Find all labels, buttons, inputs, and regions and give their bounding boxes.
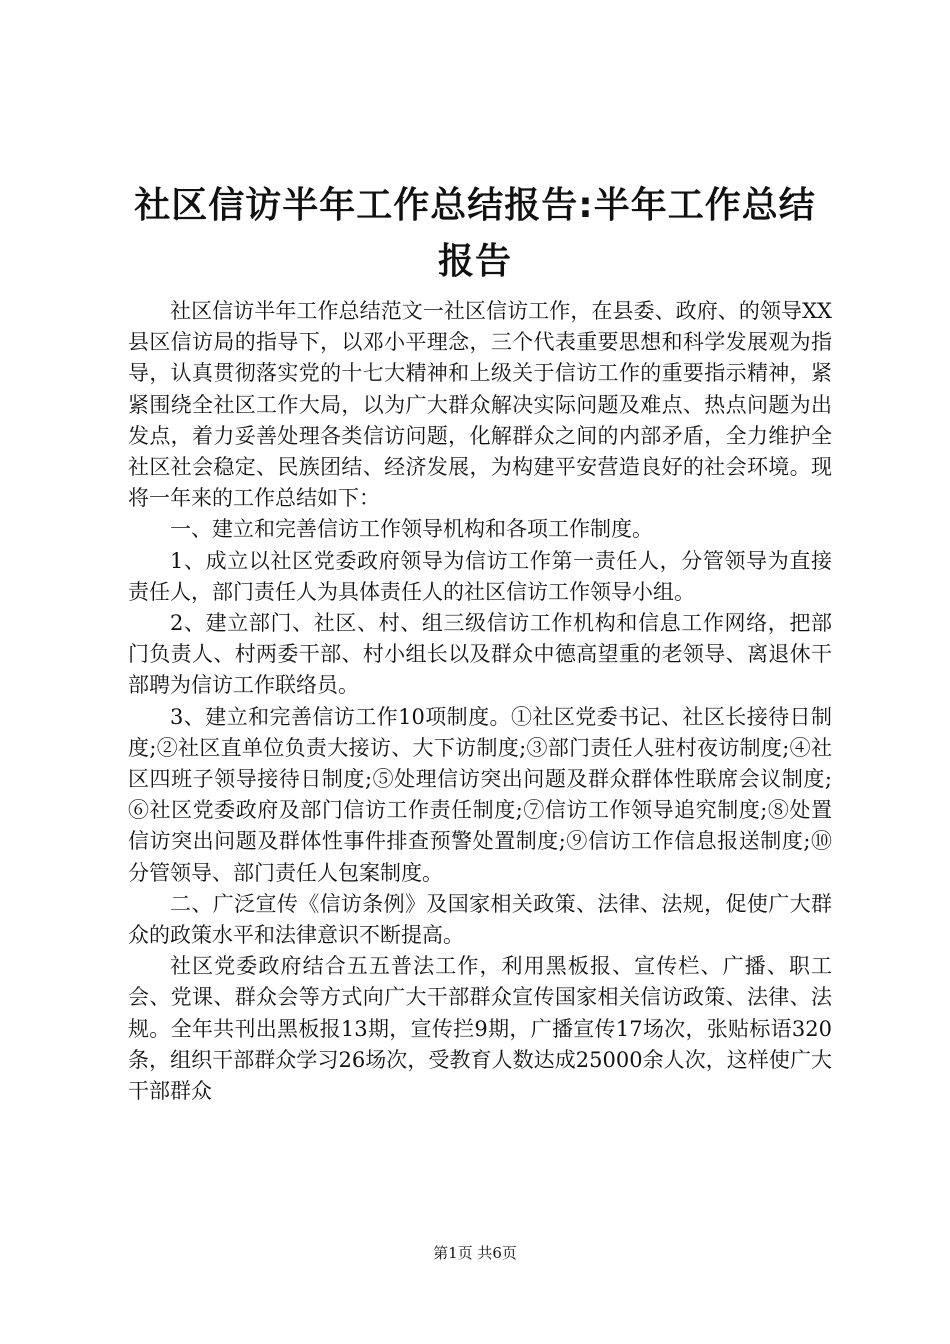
paragraph-item-3: 3、建立和完善信访工作10项制度。①社区党委书记、社区长接待日制度;②社区直单位负责大接访、大下访制度;③部门责任人驻村夜访制度;④社区四班子领导接待日制度;⑤处理信访突出问题及群众群体性联席会议制度;⑥社区党委政府及部门信访工作责任制度;⑦信访工作领导追究制度;⑧处置信访突出问题及群体性事件排查预警处置制度;⑨信访工作信息报送制度;⑩分管领导、部门责任人包案制度。 [128,704,832,885]
paragraph-publicity: 社区党委政府结合五五普法工作，利用黑板报、宣传栏、广播、职工会、党课、群众会等方式向广大干部群众宣传国家相关信访政策、法律、法规。全年共刊出黑板报13期，宣传拦9期，广播宣传17场次，张贴标语320条，组织干部群众学习26场次，受教育人数达成25000余人次，这样使广大干部群众 [128,954,832,1104]
document-title: 社区信访半年工作总结报告:半年工作总结报告 [134,185,816,282]
page-number-footer: 第1页 共6页 [433,1244,517,1262]
paragraph-item-1: 1、成立以社区党委政府领导为信访工作第一责任人，分管领导为直接责任人，部门责任人为具体责任人的社区信访工作领导小组。 [128,548,832,604]
section-heading-1: 一、建立和完善信访工作领导机构和各项工作制度。 [170,517,653,542]
document-body [128,296,832,1107]
paragraph-item-2: 2、建立部门、社区、村、组三级信访工作机构和信息工作网络，把部门负责人、村两委干部、村小组长以及群众中德高望重的老领导、离退休干部聘为信访工作联络员。 [128,611,832,698]
paragraph-intro: 社区信访半年工作总结范文一社区信访工作，在县委、政府、的领导XX县区信访局的指导下，以邓小平理念，三个代表重要思想和科学发展观为指导，认真贯彻落实党的十七大精神和上级关于信访工作的重要指示精神，紧紧围绕全社区工作大局，以为广大群众解决实际问题及难点、热点问题为出发点，着力妥善处理各类信访问题，化解群众之间的内部矛盾，全力维护全社区社会稳定、民族团结、经济发展，为构建平安营造良好的社会环境。现将一年来的工作总结如下： [128,299,832,511]
section-heading-2: 二、广泛宣传《信访条例》及国家相关政策、法律、法规，促使广大群众的政策水平和法律意识不断提高。 [128,891,832,948]
